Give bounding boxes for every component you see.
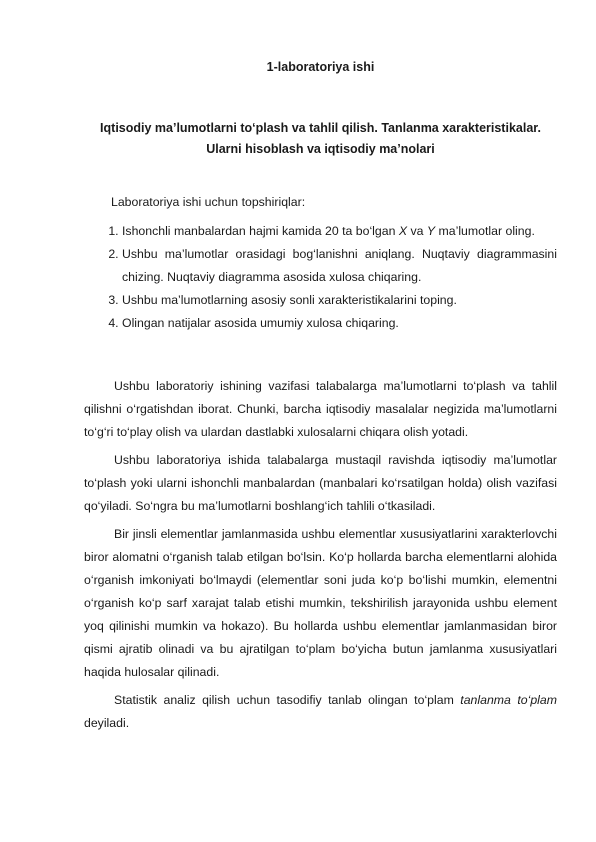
subtitle-line-2: Ularni hisoblash va iqtisodiy ma’nolari <box>206 142 435 156</box>
paragraph: Ushbu laboratoriya ishida talabalarga mustaqil ravishda iqtisodiy ma’lumotlar to‘plash yoki ularni ishonchli manbalardan (manbalari ko‘rsatilgan holda) olish vazifasi qo‘yiladi. So‘ngra bu ma’lumotlarni boshlang‘ich tahlili o‘tkasiladi. <box>84 453 557 513</box>
document-subtitle <box>84 118 557 160</box>
tasks-intro: Laboratoriya ishi uchun topshiriqlar: <box>111 195 306 209</box>
definition-term: tanlanma to‘plam <box>460 693 557 707</box>
task-item <box>122 220 557 243</box>
paragraph-definition <box>84 689 557 735</box>
paragraph: Bir jinsli elementlar jamlanmasida ushbu elementlar xususiyatlarini xarakterlovchi biror alomatni o‘rganish talab etilgan bo‘lsin. Ko‘p hollarda barcha elementlarni alohida o‘rganish imkoniyati bo‘lmaydi (elementlar soni juda ko‘p bo‘lishi mumkin, elementni o‘rganish ko‘p sarf xarajat talab etishi mumkin, tekshirilish jarayonida ushbu element yoq qilinishi mumkin va hokazo). Bu hollarda ushbu elementlar jamlanmasidan biror qismi ajratib olinadi va bu ajratilgan to‘plam bo‘yicha butun jamlanma xususiyatlari haqida hulosalar qilinadi. <box>84 527 557 679</box>
task-text: Ishonchli manbalardan hajmi kamida 20 ta bo‘lgan X va Y ma’lumotlar oling. <box>122 224 535 238</box>
task-item: 4. Olingan natijalar asosida umumiy xulosa chiqaring. <box>122 312 557 335</box>
definition-lead: Statistik analiz qilish uchun tasodifiy tanlab olingan to‘plam <box>114 693 454 707</box>
subtitle-line-1: Iqtisodiy ma’lumotlarni to‘plash va tahlil qilish. Tanlanma xarakteristikalar. <box>100 121 541 135</box>
paragraph: Ushbu laboratoriy ishining vazifasi talabalarga ma’lumotlarni to‘plash va tahlil qilishni o‘rgatishdan iborat. Chunki, barcha iqtisodiy masalalar negizida ma’lumotlarni to‘g‘ri to‘play olish va ulardan dastlabki xulosalarni chiqara olish yotadi. <box>84 379 557 439</box>
task-item: 3. Ushbu ma’lumotlarning asosiy sonli xarakteristikalarini toping. <box>122 289 557 312</box>
task-item: 2. Ushbu ma’lumotlar orasidagi bog‘lanishni aniqlang. Nuqtaviy diagrammasini chizing. Nuqtaviy diagramma asosida xulosa chiqaring. <box>122 243 557 289</box>
task-list <box>84 220 557 335</box>
page-title: 1-laboratoriya ishi <box>266 60 375 74</box>
definition-tail: deyiladi. <box>84 716 130 730</box>
document-body <box>84 375 557 740</box>
